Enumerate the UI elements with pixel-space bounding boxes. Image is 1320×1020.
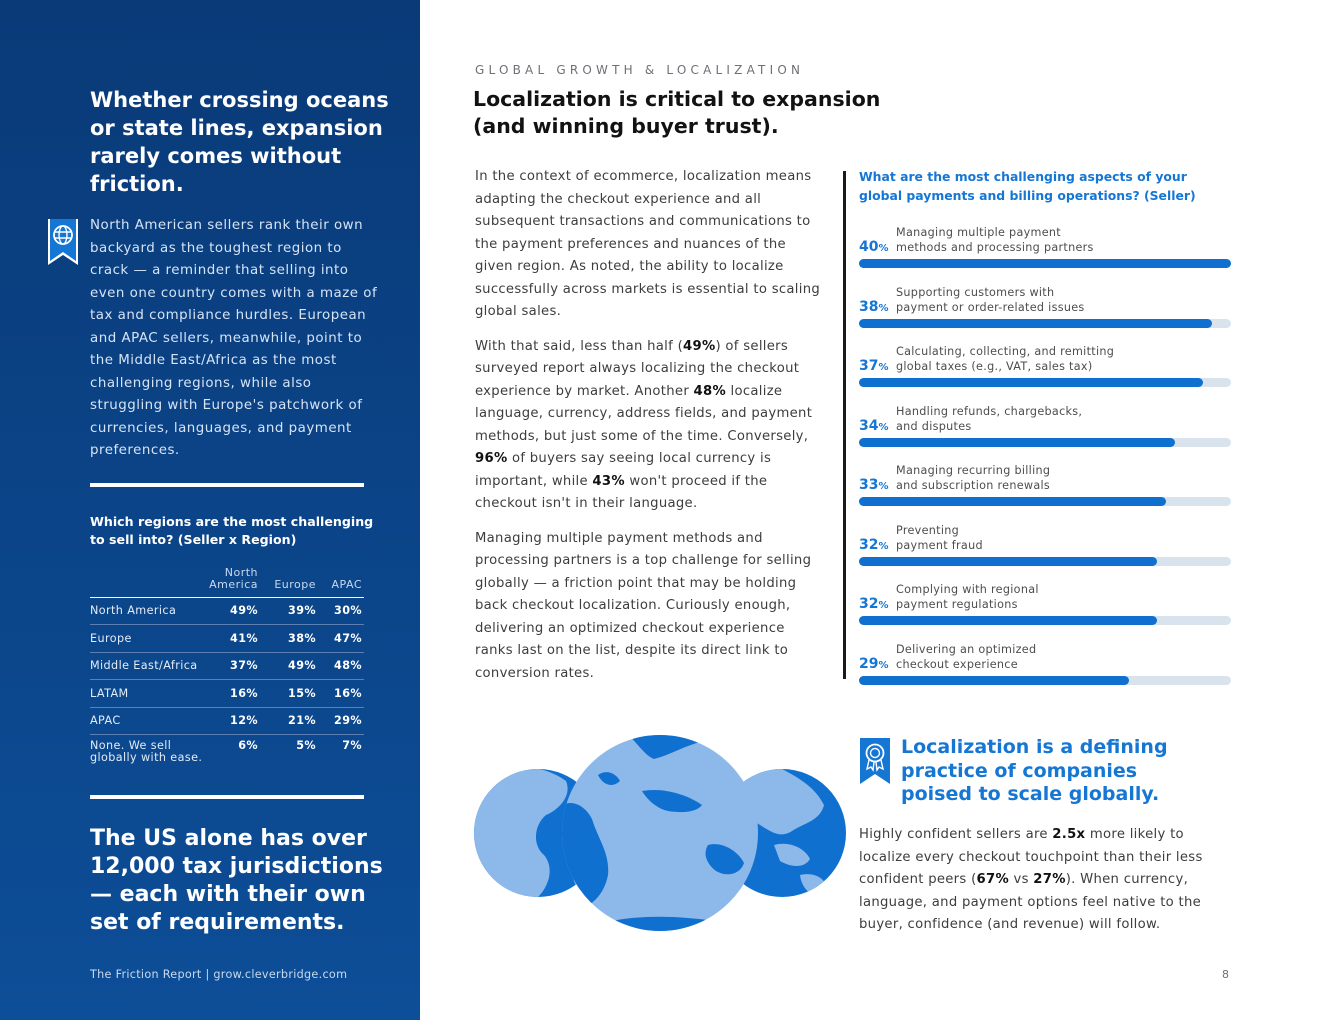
bar-value-label xyxy=(859,299,889,315)
bar-track xyxy=(859,438,1231,447)
stat-highlight: 49% xyxy=(683,338,716,354)
cell-value: 30% xyxy=(318,597,364,625)
bar-category-line: Calculating, collecting, and remitting xyxy=(896,345,1115,358)
tax-jurisdictions-quote: The US alone has over 12,000 tax jurisdictions — each with their own set of requirements. xyxy=(90,826,383,935)
callout-body xyxy=(859,824,1229,937)
stat-highlight: 2.5x xyxy=(1052,827,1086,842)
bar-value-label xyxy=(859,418,889,434)
bar-category-line: checkout experience xyxy=(896,657,1018,671)
cell-value: 12% xyxy=(206,707,260,735)
table-title: Which regions are the most challenging to sell into? (Seller x Region) xyxy=(90,514,374,547)
bar-category-line: payment or order-related issues xyxy=(896,300,1085,314)
cell-value: 41% xyxy=(206,625,260,653)
paragraph: Managing multiple payment methods and processing partners is a top challenge for selling globally — a friction point that may be holding back checkout localization. Curiously enough, delivering an optimized checkout experience ranks last on the list, despite its direct link to conversion rates. xyxy=(475,530,812,681)
cell-value: 37% xyxy=(206,652,260,680)
left-panel xyxy=(0,0,420,1020)
globe-ribbon-icon xyxy=(48,219,78,265)
divider xyxy=(90,483,364,487)
row-region: None. We sell globally with ease. xyxy=(90,739,203,764)
bar-value-unit: % xyxy=(878,302,889,314)
table-header-europe: Europe xyxy=(274,577,316,591)
table-row xyxy=(90,597,364,625)
divider xyxy=(90,795,364,799)
stat-highlight: 43% xyxy=(592,473,625,489)
footer-text: The Friction Report | grow.cleverbridge.com xyxy=(90,968,348,981)
table-header-north-america: North America xyxy=(209,565,258,591)
chart-title: What are the most challenging aspects of your global payments and billing operations? (Seller) xyxy=(859,169,1196,203)
bar-track xyxy=(859,557,1231,566)
bar-track xyxy=(859,497,1231,506)
table-row xyxy=(90,652,364,680)
bar-item xyxy=(859,635,1231,685)
bar-value-unit: % xyxy=(878,243,889,254)
left-body-text: North American sellers rank their own backyard as the toughest region to crack — a reminder that selling into even one country comes with a maze of tax and compliance hurdles. European and APAC sellers, meanwhile, point to the Middle East/Africa as the most challenging regions, while also struggling with Europe's patchwork of currencies, languages, and payment preferences. xyxy=(90,218,378,458)
bar-track xyxy=(859,616,1231,625)
bar-value-number: 40 xyxy=(859,239,879,255)
bar-value-number: 32 xyxy=(859,536,879,553)
bar-fill xyxy=(859,378,1203,387)
bar-value-label xyxy=(859,239,889,255)
bar-value-label xyxy=(859,656,889,672)
bar-category-label xyxy=(896,225,1094,255)
paragraph xyxy=(475,336,825,516)
bar-value-number: 32 xyxy=(859,596,879,612)
bar-item xyxy=(859,337,1231,387)
bar-value-number: 34 xyxy=(859,417,879,434)
bar-value-unit: % xyxy=(878,659,889,671)
table-header-blank xyxy=(90,566,206,597)
bar-value-label xyxy=(859,537,889,553)
body-column xyxy=(475,166,825,697)
stat-highlight: 67% xyxy=(976,872,1009,887)
bar-category-line: and disputes xyxy=(896,419,972,433)
bar-fill xyxy=(859,557,1157,566)
text-span: ) of sellers surveyed report always localizing the checkout experience by market. Another xyxy=(475,338,800,399)
cell-value: 29% xyxy=(318,707,364,735)
bar-track xyxy=(859,259,1231,268)
text-span: With that said, less than half ( xyxy=(475,338,684,354)
bar-value-unit: % xyxy=(878,481,889,492)
bar-category-line: Complying with regional xyxy=(896,583,1039,596)
bar-category-line: and subscription renewals xyxy=(896,479,1051,492)
cell-value: 49% xyxy=(260,652,318,680)
bar-fill xyxy=(859,319,1212,328)
page-number: 8 xyxy=(1222,968,1229,981)
bar-value-number: 38 xyxy=(859,298,879,315)
table-row xyxy=(90,680,364,708)
bar-item xyxy=(859,456,1231,506)
text-span: Highly confident sellers are xyxy=(859,827,1053,842)
bar-category-line: global taxes (e.g., VAT, sales tax) xyxy=(896,360,1093,373)
bar-category-line: Delivering an optimized xyxy=(896,642,1037,656)
row-region: LATAM xyxy=(90,680,206,708)
bar-track xyxy=(859,378,1231,387)
table-row xyxy=(90,625,364,653)
bar-item xyxy=(859,516,1231,566)
cell-value: 5% xyxy=(296,739,316,752)
row-region: APAC xyxy=(90,707,206,735)
stat-highlight: 27% xyxy=(1033,872,1066,887)
cell-value: 6% xyxy=(238,739,258,752)
bar-category-line: Handling refunds, chargebacks, xyxy=(896,404,1083,418)
bar-value-label xyxy=(859,477,889,493)
bar-category-line: Managing recurring billing xyxy=(896,464,1051,477)
bar-track xyxy=(859,319,1231,328)
cell-value: 21% xyxy=(260,707,318,735)
cell-value: 7% xyxy=(342,739,362,752)
bar-item xyxy=(859,278,1231,328)
bar-category-line: Managing multiple payment xyxy=(896,226,1061,239)
bar-value-label xyxy=(859,596,889,612)
paragraph: In the context of ecommerce, localization means adapting the checkout experience and all subsequent transactions and communications to the payment preferences and nuances of the given region. As noted, the ability to localize successfully across markets is essential to scaling global sales. xyxy=(475,169,821,319)
bar-item xyxy=(859,218,1231,268)
bar-value-unit: % xyxy=(878,421,889,433)
text-span: won't proceed if the checkout isn't in their language. xyxy=(475,473,768,511)
bar-track xyxy=(859,676,1231,685)
cell-value: 39% xyxy=(260,597,318,625)
left-headline: Whether crossing oceans or state lines, expansion rarely comes without friction. xyxy=(90,88,389,196)
bar-category-line: Preventing xyxy=(896,523,960,537)
bar-category-label xyxy=(896,404,1082,434)
table-header-row xyxy=(90,566,364,597)
row-region: North America xyxy=(90,597,206,625)
bar-category-line: methods and processing partners xyxy=(896,241,1094,254)
bar-category-label xyxy=(896,463,1050,493)
row-region: Middle East/Africa xyxy=(90,652,206,680)
callout-title: Localization is a defining practice of companies poised to scale globally. xyxy=(901,736,1168,805)
cell-value: 15% xyxy=(260,680,318,708)
bar-fill xyxy=(859,676,1129,685)
bar-value-number: 37 xyxy=(859,358,879,374)
chart-accent-rule xyxy=(843,171,846,679)
bar-fill xyxy=(859,438,1175,447)
bar-value-unit: % xyxy=(878,540,889,552)
cell-value: 49% xyxy=(206,597,260,625)
bar-fill xyxy=(859,616,1157,625)
bar-value-number: 33 xyxy=(859,477,879,493)
bar-item xyxy=(859,397,1231,447)
table-header-apac: APAC xyxy=(331,577,362,591)
text-span: ). When currency, language, and payment options feel native to the buyer, confidence (and revenue) will follow. xyxy=(859,872,1202,932)
bar-category-line: payment fraud xyxy=(896,538,983,552)
cell-value: 47% xyxy=(318,625,364,653)
bar-item xyxy=(859,575,1231,625)
bar-fill xyxy=(859,497,1166,506)
bar-value-number: 29 xyxy=(859,655,879,672)
globes-illustration xyxy=(474,735,846,932)
text-span: of buyers say seeing local currency is important, while xyxy=(475,451,772,489)
cell-value: 38% xyxy=(260,625,318,653)
section-eyebrow: GLOBAL GROWTH & LOCALIZATION xyxy=(475,63,805,77)
text-span: localize language, currency, address fields, and payment methods, but just some of the time. Conversely, xyxy=(475,383,813,444)
page-title: Localization is critical to expansion (and winning buyer trust). xyxy=(473,87,881,138)
table-row xyxy=(90,735,364,771)
cell-value: 16% xyxy=(318,680,364,708)
bar-category-label xyxy=(896,285,1085,315)
stat-highlight: 48% xyxy=(693,383,727,399)
table-row xyxy=(90,707,364,735)
cell-value: 48% xyxy=(318,652,364,680)
row-region: Europe xyxy=(90,625,206,653)
bar-value-unit: % xyxy=(878,600,889,611)
bar-category-label xyxy=(896,642,1036,672)
text-span: vs xyxy=(1008,872,1034,887)
bar-category-label xyxy=(896,582,1039,612)
bar-category-line: payment regulations xyxy=(896,598,1018,611)
stat-highlight: 96% xyxy=(475,451,508,466)
bar-category-label xyxy=(896,344,1114,374)
bar-category-line: Supporting customers with xyxy=(896,285,1055,299)
award-ribbon-icon xyxy=(860,738,890,784)
text-span: more likely to localize every checkout touchpoint than their less confident peers ( xyxy=(859,827,1203,887)
bar-category-label xyxy=(896,523,983,553)
bar-value-unit: % xyxy=(878,362,889,373)
cell-value: 16% xyxy=(206,680,260,708)
region-table xyxy=(90,566,364,771)
bar-fill xyxy=(859,259,1231,268)
bar-value-label xyxy=(859,358,889,374)
